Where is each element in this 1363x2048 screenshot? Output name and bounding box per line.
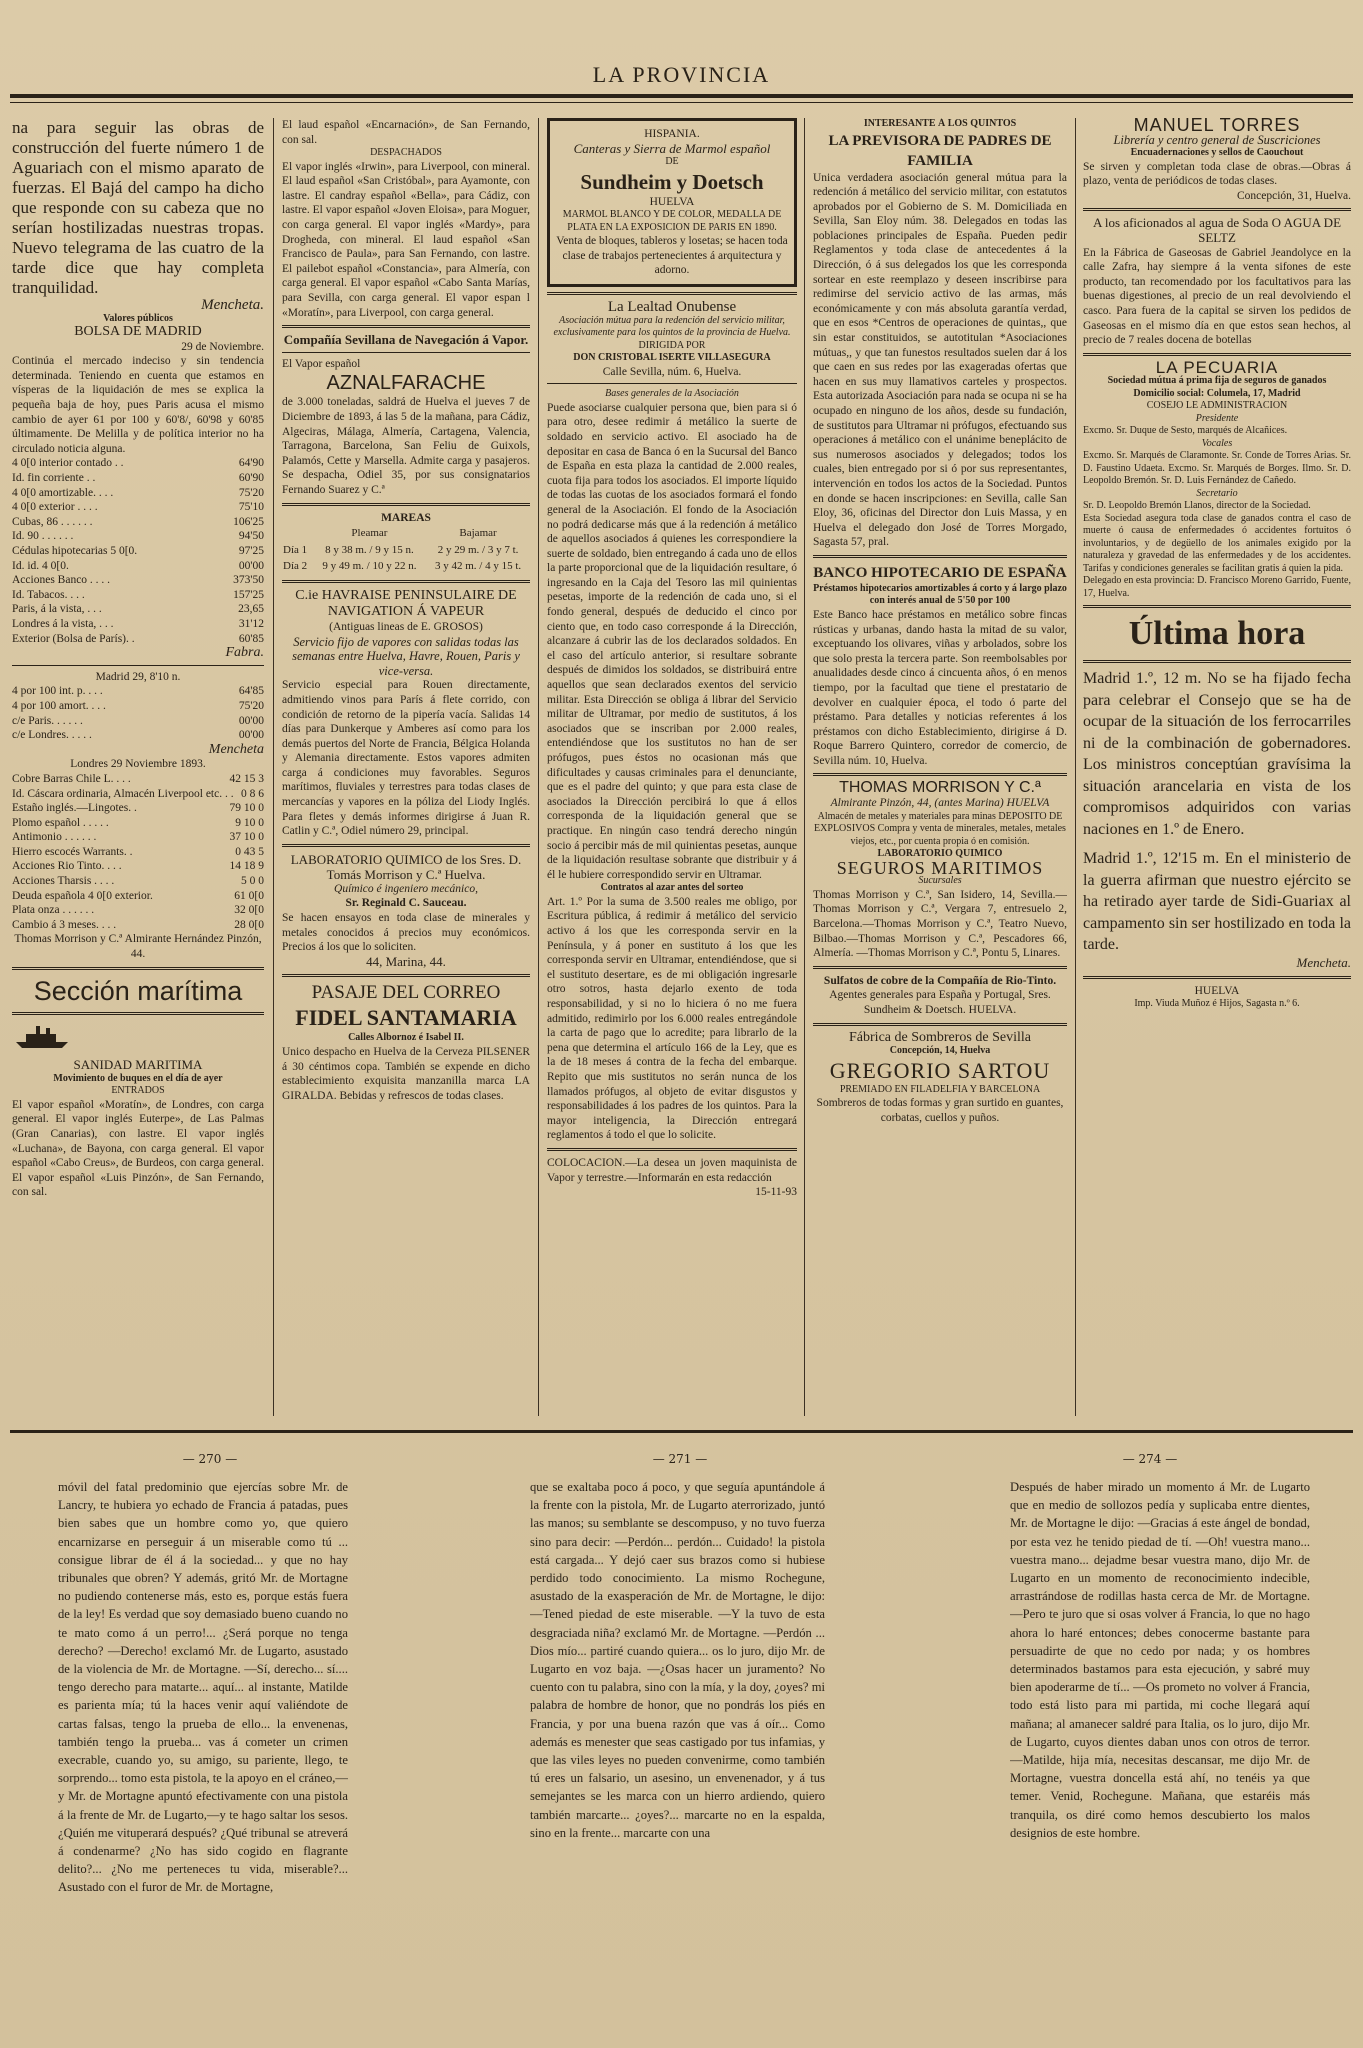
column-3: HISPANIA. Canteras y Sierra de Marmol español DE Sundheim y Doetsch HUELVA MARMOL BLANCO Y DE COLOR, MEDALLA DE PLATA EN LA EXPOSICION DE PARIS EN 1890. Venta de bloques, tableros y losetas; se hacen toda clase de trabajos pertenecientes á arquitectura y adorno. La Lealtad Onubense Asociación mútua para la redención del servicio militar, exclusivamente para los quintos de la provincia de Huelva. DIRIGIDA POR DON CRISTOBAL ISERTE VILLASEGURA Calle Sevilla, núm. 6, Huelva. Bases generales de la Asociación Puede asociarse cualquier persona que, bien para si ó para otro, desee redimir á metálico la suerte de soldado en servicio activo. El asociado ha de depositar en casa de Banca ó en la Sucursal del Banco de España en esta plaza la cantidad de 2.000 reales, cuota fija para todos los asociados. El importe líquido de todas las cuotas de los asociados formará el fondo general de la Asociación. El fondo de la Asociación no podrá dedicarse más que á la redención á metálico de aquellos asociados á quienes les correspondiere la suerte de soldado, bien entregando á cada uno de ellos la parte proporcional que de la liquidación resultare, ó ingresando en la Caja del Tesoro las mil quinientas pesetas, importe de la redención de cada uno, si el fondo general, después de deducido el cinco por ciento que, en todo caso corresponde á la Dirección, alcanzare á cubrir las de los declarados soldados. En el caso del artículo anterior, si resultare sobrante después de dimidos los soldados, se distribuirá entre aquellos que sean declarados exentos del servicio militar. Esta Dirección se obliga á librar del Servicio militar de Ultramar, por medio de sustitutos, á los asociados que se inscriban por 2.000 reales, entendiéndose que los sustitutos no han de ser prófugos, pues éstos no ocasionan más que dificultades y causas criminales para el denunciante, que es el padre del quinto; y que para esta clase de asociados la Dirección percibirá lo que á ellos corresponda de la liquidación general que se practique. En ningún caso tendrá derecho ningún socio á percibir más de mil quinientas pesetas, aunque de la liquidación resultase sobrante que distribuir y á él le hubiere correspondido servir en Ultramar. Contratos al azar antes del sorteo Art. 1.º Por la suma de 3.500 reales me obligo, por Escritura pública, á redimir á metálico del servicio activo á los que les corresponda servir en la Península, y á poner en sustituto á los que les corresponda servir en Ultramar, entendiéndose, que si el sustituto desertare, es de mi obligación ingresarle otro sotros, hasta dejarlo exento de toda responsabilidad, y si no lo hiciera ó no me fuera admitido, redimirlo por los 6.000 reales entregándole la carta de pago que lo acredite; para librarlo de la pena que determina el artículo 166 de la Ley, que es la de 18 meses á contra de la fecha del embarque. Repito que mis sustitutos no serán nunca de los llamados prófugos, al objeto de evitar disgustos y responsabilidades á los padres de los quintos. Para la mayor inteligencia, la Dirección entregará reglamentos á todo el que lo solicite. COLOCACION.—La desea un joven maquinista de Vapor y terrestre.—Informarán en esta redacción 15-11-93 <box>547 118 797 1416</box>
city: HUELVA <box>1194 984 1240 997</box>
quote-name: Id. id. 4 0[0. <box>12 559 69 572</box>
ad-subtitle: Asociación mútua para la redención del servicio militar, exclusivamente para los quintos de la provincia de Huelva. <box>553 314 791 339</box>
top-rule-thin <box>10 102 1353 103</box>
ship-name: AZNALFARACHE <box>326 372 486 395</box>
address: Almirante Pinzón, 44, (antes Marina) HUELVA <box>830 797 1050 810</box>
quote-row <box>12 918 264 933</box>
ad-city: HUELVA <box>649 195 695 208</box>
quote-value: 37 10 0 <box>229 831 264 844</box>
section-heading: Movimiento de buques en el día de ayer <box>53 1072 223 1084</box>
signature: Mencheta. <box>1296 954 1351 970</box>
paragraph: Se sirven y completan toda clase de obras.—Obras á plazo, venta de periódicos de todas clases. <box>1083 160 1351 188</box>
paragraph: Este Banco hace préstamos en metálico sobre fincas rústicas y urbanas, dando hasta la mitad de su valor, exceptuando los olivares, viñas y arbolados, sobre los que solo presta la tercera parte. Son reembolsables por anualidades desde cinco á cincuenta años, ó en menos tiempo, por la facultad que tiene el prestatario de devolver en cualquier época, el todo ó parte del préstamo. Para detalles y noticias referentes á los préstamos con dicho Establecimiento, dirigirse á D. Roque Barrero Quintero, corredor de comercio, de Sevilla núm. 10, Huelva. <box>813 608 1067 767</box>
news-paragraph: Madrid 1.º, 12'15 m. En el ministerio de la guerra afirman que nuestro ejército se ha retirado ayer tarde de Sidi-Guariax al campamento sin ser hostilizado en toda la tarde. <box>1083 850 1351 954</box>
quote-value: 28 0[0 <box>234 918 264 931</box>
quote-name: Hierro escocés Warrants. . <box>12 845 133 858</box>
quote-name: c/e Paris. . . . . . <box>12 714 83 727</box>
quote-name: Exterior (Bolsa de París). . <box>12 632 135 645</box>
paragraph: Thomas Morrison y C.ª, San Isidero, 14, Sevilla.—Thomas Morrison y C.ª, Vergara 7, entresuelo 2, Barcelona.—Thomas Morrison y C.ª, Teatro Nuevo, Bilbao.—Thomas Morrison y C.ª, Pescadores 66, Almería. —Thomas Morrison y C.ª, Pontu 5, Linares. <box>813 888 1067 960</box>
column-5: MANUEL TORRES Librería y centro general de Suscriciones Encuadernaciones y sellos de Caouchout Se sirven y completan toda clase de obras.—Obras á plazo, venta de periódicos de todas clases. Concepción, 31, Huelva. A los aficionados al agua de Soda O AGUA DE SELTZ En la Fábrica de Gaseosas de Gabriel Jeandolyce en la calle Zafra, hay siempre á la venta sifones de este producto, tan recomendado por los facultativos para las buenas digestiones, al precio de un real devolviendo el casco. Para fuera de la capital se sirven los pedidos de Gaseosas en el mismo día en que estos sean hechos, al precio de 7 reales docena de botellas LA PECUARIA Sociedad mútua á prima fija de seguros de ganados Domicilio social: Columela, 17, Madrid COSEJO LE ADMINISTRACION Presidente Excmo. Sr. Duque de Sesto, marqués de Alcañices. Vocales Excmo. Sr. Marqués de Claramonte. Sr. Conde de Torres Arias. Sr. D. Faustino Udaeta. Excmo. Sr. Marqués de Borges. Ilmo. Sr. D. Leopoldo Bremón. Sr. D. Luis Fernández de Cañedo. Secretario Sr. D. Leopoldo Bremón Llanos, director de la Sociedad. Esta Sociedad asegura toda clase de ganados contra el caso de muerte ó causa de enfermedades ó accidentes fortuitos ó involuntarios, y de degüello de los animales exigido por la naturaleza y gravedad de las enfermedades y de los accidentes. Tarifas y condiciones generales se facilitan gratis á quien la pida. Delegado en esta provincia: D. Francisco Moreno Garrido, Fuente, 17, Huelva. Última hora Madrid 1.º, 12 m. No se ha fijado fecha para celebrar el Consejo que se ha de ocupar de la situación de los ferrocarriles ni de la combinación de gobernadores. Los ministros conceptúan gravísima la situación arancelaria en vista de los compromisos adquiridos con varias naciones en 1.º de Enero. Madrid 1.º, 12'15 m. En el ministerio de la guerra afirman que nuestro ejército se ha retirado ayer tarde de Sidi-Guariax al campamento sin ser hostilizado en toda la tarde. Mencheta. HUELVA Imp. Viuda Muñoz é Hijos, Sagasta n.º 6. <box>1083 118 1351 1010</box>
ad-title: LA PREVISORA DE PADRES DE FAMILIA <box>828 132 1052 169</box>
quote-row <box>12 486 264 501</box>
serial-page-274: Después de haber mirado un momento á Mr. de Lugarto que en medio de sollozos pedía y suplicaba entre dientes, Mr. de Mortagne le dijo: —Gracias á este ángel de bondad, por esta vez he tenido piedad de tí. —Oh! vuestra mano... vuestra mano... dejadme besar vuestra mano, dijo Mr. de Lugarto en un momento de reconocimiento indecible, arrastrándose de rodillas hasta cerca de Mr. de Mortagne. —Pero te juro que si osas volver á Francia, lo que no hago ahora lo haré entonces; debes conocerme bastante para persuadirte de que no cedo por nada; y os hombres determinados bastamos para esta ejecución, y sabré muy bien apoderarme de tí... —Os prometo no volver á Francia, todo está listo para mi partida, mi coche llegará aquí mañana; al amanecer saldré para Italia, os lo juro, dijo Mr. de Lugarto, cuyos dientes daban unos con otros de terror. —Matilde, hija mía, necesitas descansar, me dijo Mr. de Mortagne, vuestra doncella está ahí, no tenéis ya que temer. Venid, Rochegune. Mañana, que estaréis más tranquila, os diré como hemos descubierto los malos designios de este hombre. <box>1010 1480 1310 1840</box>
quote-value: 0 43 5 <box>235 845 264 858</box>
quote-row <box>12 816 264 831</box>
signature: Mencheta. <box>201 297 264 313</box>
quote-value: 00'00 <box>238 714 264 727</box>
quote-row <box>12 573 264 588</box>
signature: Fabra. <box>225 645 264 661</box>
quote-value: 157'25 <box>233 588 264 601</box>
hispania-ad: HISPANIA. Canteras y Sierra de Marmol español DE Sundheim y Doetsch HUELVA MARMOL BLANCO Y DE COLOR, MEDALLA DE PLATA EN LA EXPOSICION DE PARIS EN 1890. Venta de bloques, tableros y losetas; se hacen toda clase de trabajos pertenecientes á arquitectura y adorno. <box>547 118 797 287</box>
paragraph: Agentes generales para España y Portugal, Sres. Sundheim & Doetsch. HUELVA. <box>829 989 1051 1016</box>
ad-title: HISPANIA. <box>644 128 700 140</box>
quote-name: Acciones Rio Tinto. . . . <box>12 860 122 873</box>
quote-name: Id. fin corriente . . <box>12 472 96 485</box>
tides-table: Pleamar Bajamar Día 1 8 y 38 m. / 9 y 15 n. 2 y 29 m. / 3 y 7 t. Día 2 9 y 49 m. / 10 y 22 n. 3 y 42 m. / 4 y 15 t. <box>283 527 522 573</box>
ad-title: LA PECUARIA <box>1155 357 1279 377</box>
quote-name: Cobre Barras Chile L. . . . <box>12 772 131 785</box>
address: Concepción, 31, Huelva. <box>1236 189 1351 202</box>
column-separator <box>804 118 805 1416</box>
quote-row <box>12 632 264 647</box>
column-1 <box>12 118 264 1416</box>
quote-value: 31'12 <box>238 617 264 630</box>
ad-subtitle: PREMIADO EN FILADELFIA Y BARCELONA <box>839 1083 1041 1095</box>
masthead: LA PROVINCIA <box>592 62 771 87</box>
paragraph: Unico despacho en Huelva de la Cerveza PILSENER á 30 céntimos copa. También se expende en dicho establecimiento exquisita manzanilla marca LA GIRALDA. Bebidas y refrescos de todas clases. <box>282 1045 530 1102</box>
quote-value: 79 10 0 <box>229 802 264 815</box>
quote-name: Paris, á la vista, . . . <box>12 603 102 616</box>
quote-name: 4 por 100 amort. . . . <box>12 699 106 712</box>
quote-value: 0 8 6 <box>241 787 264 800</box>
paragraph: Se hacen ensayos en toda clase de minerales y metales conocidos á precios muy económicos. Precios á los que lo soliciten. <box>282 912 530 954</box>
quote-name: 4 0[0 amortizable. . . . <box>12 486 114 499</box>
quote-name: Plata onza . . . . . . <box>12 904 95 917</box>
section-heading: BOLSA DE MADRID <box>74 324 202 340</box>
quote-row <box>12 529 264 544</box>
lead-paragraph: na para seguir las obras de construcción del fuerte número 1 de Aguariach con el mismo aparato de fuerzas. El Bajá del campo ha dicho que responde con su cabeza que no serían hostilizadas nuestras tropas. Nuevo telegrama de las cuatro de la tarde dice que hay completa tranquilidad. <box>12 118 264 297</box>
quote-row <box>12 515 264 530</box>
paragraph: Sombreros de todas formas y gran surtido en guantes, corbatas, cuellos y puños. <box>816 1097 1064 1124</box>
section-title: Sección marítima <box>33 975 243 1006</box>
dateline: 29 de Noviembre. <box>181 340 264 353</box>
ad-title: A los aficionados al agua de Soda O AGUA DE SELTZ <box>1092 215 1342 246</box>
quote-value: 64'90 <box>238 457 264 470</box>
quote-name: Id. Tabacos. . . . <box>12 588 85 601</box>
director-name: DON CRISTOBAL ISERTE VILLASEGURA <box>573 352 771 364</box>
quote-value: 5 0 0 <box>241 875 264 888</box>
section-heading: Valores públicos <box>103 312 173 324</box>
ad-title: PASAJE DEL CORREO <box>311 982 501 1004</box>
quote-row <box>12 588 264 603</box>
address: Concepción, 14, Huelva <box>889 1045 991 1057</box>
quote-name: Plomo español . . . . . <box>12 816 109 829</box>
quote-name: Londres á la vista, . . . <box>12 617 114 630</box>
ad-name: Sr. Reginald C. Sauceau. <box>345 897 467 910</box>
quote-row <box>12 559 264 574</box>
paragraph: Puede asociarse cualquier persona que, bien para si ó para otro, desee redimir á metálico la suerte de soldado en servicio activo. El asociado ha de depositar en casa de Banca ó en la Sucursal del Banco de España en esta plaza la cantidad de 2.000 reales, cuota fija para todos los asociados. El importe líquido de todas las cuotas de los asociados formará el fondo general de la Asociación. El fondo de la Asociación no podrá dedicarse más que á la redención á metálico de aquellos asociados á quienes les correspondiere la suerte de soldado, bien entregando á cada uno de ellos la parte proporcional que de la liquidación resultare, ó ingresando en la Caja del Tesoro las mil quinientas pesetas, importe de la redención de cada uno, si el fondo general, después de deducido el cinco por ciento que, en todo caso corresponde á la Dirección, alcanzare á cubrir las de los declarados soldados. En el caso del artículo anterior, si resultare sobrante después de dimidos los soldados, se distribuirá entre aquellos que sean declarados exentos del servicio militar. Esta Dirección se obliga á librar del Servicio militar de Ultramar, por medio de sustitutos, á los asociados que se inscriban por 2.000 reales, entendiéndose que los sustitutos no han de ser prófugos, pues éstos no ocasionan más que dificultades y causas criminales para el denunciante, que es el padre del quinto; y que para esta clase de asociados la Dirección percibirá lo que á ellos corresponda de la liquidación general que se practique. En ningún caso tendrá derecho ningún socio á percibir más de mil quinientas pesetas, aunque de la liquidación resultase sobrante que distribuir y á él le hubiere correspondido servir en Ultramar. <box>547 401 797 881</box>
paragraph: Servicio especial para Rouen directamente, admitiendo vinos para París á flete corrido, con condición de retorno de la pipería vacía. Salidas 14 días para Dunkerque y Amberes así como para los demás puertos del Norte de Francia, Bélgica Holanda y Alemania directamente. Estos vapores admiten carga á condiciones muy favorables. Seguros marítimos, fluviales y terrestres para todas clases de mercancías y vapores en la póliza del Liody Inglés. Para fletes y demás informes dirigirse á Juan R. Catlin y C.ª, Odiel número 29, principal. <box>282 679 530 838</box>
section-heading: Contratos al azar antes del sorteo <box>600 882 744 894</box>
quote-value: 75'10 <box>238 501 264 514</box>
quote-row <box>12 772 264 787</box>
ad-subtitle: Librería y centro general de Suscriciones <box>1113 132 1321 147</box>
address: 44, Marina, 44. <box>366 953 446 969</box>
ad-title: LABORATORIO QUIMICO de los Sres. D. Tomás Morrison y C.ª Huelva. <box>290 851 522 882</box>
news-paragraph: Madrid 1.º, 12 m. No se ha fijado fecha para celebrar el Consejo que se ha de ocupar de la situación de los ferrocarriles ni de la combinación de gobernadores. Los ministros conceptúan gravísima la situación arancelaria en vista de los compromisos adquiridos con varias naciones en 1.º de Enero. <box>1083 670 1351 838</box>
paragraph: de 3.000 toneladas, saldrá de Huelva el jueves 7 de Diciembre de 1893, á las 5 de la mañana, para Cádiz, Algeciras, Málaga, Almería, Cartagena, Valencia, Tarragona, Barcelona, San Feliu de Guixols, Palamós, Cette y Marsella. Admite carga y pasajeros. Se despacha, Odiel 35, por sus consignatarios Fernando Suarez y C.ª <box>282 396 530 496</box>
ad-subtitle: Sociedad mútua á prima fija de seguros de ganados <box>1107 375 1327 387</box>
quote-value: 61 0[0 <box>234 889 264 902</box>
quote-value: 00'00 <box>238 559 264 572</box>
ad-title: THOMAS MORRISON Y C.ª <box>839 779 1041 797</box>
quote-name: Acciones Banco . . . . <box>12 574 111 587</box>
ad-title: BANCO HIPOTECARIO DE ESPAÑA <box>813 564 1067 581</box>
quote-name: Antimonio . . . . . . <box>12 831 97 844</box>
quote-row <box>12 728 264 743</box>
paragraph: Art. 1.º Por la suma de 3.500 reales me obligo, por Escritura pública, á redimir á metálico del servicio activo á los que les corresponda servir en la Península, y á poner en sustituto á los que les corresponda servir en Ultramar, entendiéndose, que si el sustituto desertare, es de mi obligación ingresarle otro sotros, hasta dejarlo exento de toda responsabilidad, y si no lo hiciera ó no me fuera admitido, redimirlo por los 6.000 reales entregándole la carta de pago que lo acredite; para librarlo de la pena que determina el artículo 166 de la Ley, que es la de 18 meses á contra de la fecha del embarque. Repito que mis sustitutos no serán nunca de los llamados prófugos, al objeto de evitar disgustos y responsabilidades á los padres de los quintos. Para la mayor inteligencia, la Dirección entregará reglamentos á todo el que lo solicite. <box>547 895 797 1142</box>
ad-name: SEGUROS MARITIMOS <box>836 857 1044 878</box>
quote-name: Deuda española 4 0[0 exterior. <box>12 889 153 902</box>
ad-subtitle: Encuadernaciones y sellos de Caouchout <box>1130 147 1304 159</box>
paragraph: El laud español «Encarnación», de San Fernando, con sal. <box>282 119 530 146</box>
quote-row <box>12 500 264 515</box>
section-heading: SANIDAD MARITIMA <box>73 1057 203 1073</box>
quote-name: Id. Cáscara ordinaria, Almacén Liverpool etc. . . <box>12 787 234 800</box>
quotes-table <box>12 772 264 933</box>
ad-name: Sundheim y Doetsch <box>580 169 764 194</box>
paragraph: Unica verdadera asociación general mútua para la redención á metálico del servicio militar, con estatutos aprobados por el Gobierno de S. M. Domiciliada en Sevilla, San Eloy núm. 38. Delegados en todas las poblaciones principales de España. Pueden pedir Reglamentos y toda clase de antecedentes á la Dirección, ó á sus delegados los que les corresponda sortear en este reemplazo y deseen inscribirse para redimirse del servicio activo de las armas, más económicamente y con más absoluta garantía verdad, que en esos *Centros de operaciones de quintas,, que sin estar constituidos, se autotitulan *Asociaciones mútuas,, y que tan funestos resultados suelen dar á los que caen en sus redes por las exageradas ofertas que hacen en sus muy llamativos carteles y prospectos. Esta autorizada Asociación para nada se ocupa ni se ha ocupado en ninguno de los años, desde su fundación, de sustitutos para Ultramar ni prófugos, efectuando sus operaciones á metálico con el unánime beneplácito de sus numerosos asociados y delegados; todos los cuales, bien entregado por si ó por sus representantes, intervención en todos los actos de la Sociedad. Puntos en donde se hacen inscripciones: en Sevilla, calle San Eloy, 36, oficinas del Director don Luis Massa, y en Huelva el delegado don José de Torres Morgado, Sagasta 57, pral. <box>813 171 1067 549</box>
quote-row <box>12 874 264 889</box>
serial-separator <box>10 1430 1353 1433</box>
quote-value: 42 15 3 <box>229 772 264 785</box>
ad-name: GREGORIO SARTOU <box>829 1057 1051 1083</box>
quote-name: Estaño inglés.—Lingotes. . <box>12 802 137 815</box>
address: Calle Sevilla, núm. 6, Huelva. <box>602 365 742 378</box>
quote-row <box>12 714 264 729</box>
column-4: INTERESANTE Á LOS QUINTOS LA PREVISORA DE PADRES DE FAMILIA Unica verdadera asociación general mútua para la redención á metálico del servicio militar, con estatutos aprobados por el Gobierno de S. M. Domiciliada en Sevilla, San Eloy núm. 38. Delegados en todas las poblaciones principales de España. Pueden pedir Reglamentos y toda clase de antecedentes á la Dirección, ó á sus delegados los que les corresponda sortear en este reemplazo y deseen inscribirse para redimirse del servicio activo de las armas, más económicamente y con más absoluta garantía verdad, que en esos *Centros de operaciones de quintas,, que sin estar constituidos, se autotitulan *Asociaciones mútuas,, y que tan funestos resultados suelen dar á los que caen en sus redes por las exageradas ofertas que hacen en sus muy llamativos carteles y prospectos. Esta autorizada Asociación para nada se ocupa ni se ha ocupado en ninguno de los años, desde su fundación, de sustitutos para Ultramar ni prófugos, efectuando sus operaciones á metálico con el unánime beneplácito de sus numerosos asociados y delegados; todos los cuales, bien entregado por si ó por sus representantes, intervención en todos los actos de la Sociedad. Puntos en donde se hacen inscripciones: en Sevilla, calle San Eloy, 36, oficinas del Director don Luis Massa, y en Huelva el delegado don José de Torres Morgado, Sagasta 57, pral. BANCO HIPOTECARIO DE ESPAÑA Préstamos hipotecarios amortizables á corto y á largo plazo con interés anual de 5'50 por 100 Este Banco hace préstamos en metálico sobre fincas rústicas y urbanas, dando hasta la mitad de su valor, exceptuando los olivares, viñas y arbolados, sobre los que solo presta la tercera parte. Son reembolsables por anualidades desde cinco á cincuenta años, ó en menos tiempo, por la facultad que tiene el prestatario de devolver en cualquier época, el todo ó parte del préstamo. Para detalles y noticias referentes á los préstamos con dicho Establecimiento, dirigirse á D. Roque Barrero Quintero, corredor de comercio, de Sevilla núm. 10, Huelva. THOMAS MORRISON Y C.ª Almirante Pinzón, 44, (antes Marina) HUELVA Almacén de metales y materiales para minas DEPOSITO DE EXPLOSIVOS Compra y venta de minerales, metales, metales viejos, etc., por cuenta propia ó en comisión. LABORATORIO QUIMICO SEGUROS MARITIMOS Sucursales Thomas Morrison y C.ª, San Isidero, 14, Sevilla.—Thomas Morrison y C.ª, Vergara 7, entresuelo 2, Barcelona.—Thomas Morrison y C.ª, Teatro Nuevo, Bilbao.—Thomas Morrison y C.ª, Pescadores 66, Almería. —Thomas Morrison y C.ª, Pontu 5, Linares. Sulfatos de cobre de la Compañía de Rio-Tinto. Agentes generales para España y Portugal, Sres. Sundheim & Doetsch. HUELVA. Fábrica de Sombreros de Sevilla Concepción, 14, Huelva GREGORIO SARTOU PREMIADO EN FILADELFIA Y BARCELONA Sombreros de todas formas y gran surtido en guantes, corbatas, cuellos y puños. <box>813 118 1067 1124</box>
signature: Thomas Morrison y C.ª Almirante Hernández Pinzón, 44. <box>14 933 262 961</box>
column-2 <box>282 118 530 1416</box>
ad-subtitle: Servicio fijo de vapores con salidas todas las semanas entre Huelva, Havre, Rouen, Paris y vice-versa. <box>292 634 520 678</box>
quotes-table <box>12 456 264 646</box>
quote-name: Cubas, 86 . . . . . . <box>12 515 93 528</box>
quote-row <box>12 602 264 617</box>
quote-row <box>12 801 264 816</box>
ad-subtitle: (Antiguas lineas de E. GROSOS) <box>329 620 483 633</box>
ad-title: Fábrica de Sombreros de Sevilla <box>849 1029 1031 1045</box>
ad-title: MANUEL TORRES <box>1133 118 1301 135</box>
quote-name: Cambio á 3 meses. . . . <box>12 918 117 931</box>
paragraph: En la Fábrica de Gaseosas de Gabriel Jeandolyce en la calle Zafra, hay siempre á la venta sifones de este producto, tan recomendado por los facultativos para las buenas digestiones, al precio de un real devolviendo el casco. Para fuera de la capital se sirven los pedidos de Gaseosas en el mismo día en que estos sean hechos, al precio de 7 reales docena de botellas <box>1083 246 1351 347</box>
paragraph: El Vapor español <box>282 357 361 370</box>
ship-icon <box>12 1024 72 1050</box>
ad-subtitle: LABORATORIO QUIMICO <box>877 848 1003 860</box>
dateline: 15-11-93 <box>755 1186 797 1199</box>
quote-name: Acciones Tharsis . . . . <box>12 875 115 888</box>
paragraph: Continúa el mercado indeciso y sin tendencia determinada. Teniendo en cuenta que estamos en vísperas de la liquidación de mes se explica la pequeña baja de hoy, pues Paris acusa el mismo cambio de ayer 61 por 100 y 60'8/, 60'98 y 60'85 últimamente. De Melilla y de política interior no ha circulado noticia alguna. <box>12 355 264 455</box>
quote-value: 00'00 <box>238 729 264 742</box>
page-number: — 271 — <box>652 1452 708 1466</box>
quote-name: 4 0[0 interior contado . . <box>12 457 124 470</box>
address: Domicilio social: Columela, 17, Madrid <box>1133 387 1301 399</box>
quote-row <box>12 903 264 918</box>
quote-row <box>12 845 264 860</box>
ad-title: La Lealtad Onubense <box>607 299 737 316</box>
quotes-table <box>12 684 264 742</box>
section-heading: DESPACHADOS <box>370 147 442 159</box>
quote-name: Cédulas hipotecarias 5 0[0. <box>12 545 138 557</box>
page-number: — 274 — <box>1122 1452 1178 1466</box>
quote-value: 97'25 <box>238 545 264 557</box>
signature: Mencheta <box>208 741 264 757</box>
section-heading: MAREAS <box>381 511 431 524</box>
paragraph: Esta Sociedad asegura toda clase de ganados contra el caso de muerte ó causa de enfermedades ó accidentes fortuitos ó involuntarios, y de degüello de los animales exigido por la naturaleza y gravedad de las enfermedades y de los accidentes. Tarifas y condiciones generales se facilitan gratis á quien la pida. <box>1083 512 1351 574</box>
ad-subtitle: Almacén de metales y materiales para minas DEPOSITO DE EXPLOSIVOS Compra y venta de minerales, metales, metales viejos, etc., por cuenta propia ó en comisión. <box>814 810 1066 847</box>
classified-ad: COLOCACION.—La desea un joven maquinista de Vapor y terrestre.—Informarán en esta redacción <box>547 1156 797 1184</box>
dateline: Londres 29 Noviembre 1893. <box>70 758 206 771</box>
quote-row <box>12 617 264 632</box>
quote-row <box>12 787 264 802</box>
quote-value: 75'20 <box>238 486 264 499</box>
quote-row <box>12 699 264 714</box>
quote-row <box>12 471 264 486</box>
quote-row <box>12 889 264 904</box>
quote-value: 23,65 <box>238 603 264 616</box>
ad-subtitle: Canteras y Sierra de Marmol español <box>573 140 771 156</box>
quote-value: 9 10 0 <box>235 816 264 829</box>
paragraph: Venta de bloques, tableros y losetas; se hacen toda clase de trabajos pertenecientes á arquitectura y adorno. <box>556 235 788 277</box>
printer-imprint: Imp. Viuda Muñoz é Hijos, Sagasta n.º 6. <box>1134 998 1300 1010</box>
ad-name: FIDEL SANTAMARIA <box>295 1005 517 1031</box>
quote-name: Id. 90 . . . . . . <box>12 530 74 543</box>
quote-row <box>12 544 264 559</box>
quote-name: 4 0[0 exterior . . . . <box>12 501 98 514</box>
quote-value: 14 18 9 <box>229 860 264 873</box>
quote-value: 32 0[0 <box>234 904 264 917</box>
top-rule <box>10 94 1353 98</box>
section-title: Última hora <box>1128 615 1306 653</box>
paragraph: El vapor español «Moratín», de Londres, con carga general. El vapor inglés Euterpe», de Las Palmas (Gran Canarias), con lastre. El vapor inglés «Luchana», de Bayona, con carga general. El vapor español «Cabo Creus», de Burdeos, con carga general. El vapor español «Luis Pinzón», de San Fernando, con sal. <box>12 1098 264 1199</box>
quote-row <box>12 859 264 874</box>
quote-name: 4 por 100 int. p. . . . <box>12 685 103 698</box>
paragraph: Delegado en esta provincia: D. Francisco Moreno Garrido, Fuente, 17, Huelva. <box>1083 575 1351 599</box>
quote-value: 60'85 <box>238 632 264 645</box>
section-heading: Bases generales de la Asociación <box>605 388 739 400</box>
quote-value: 106'25 <box>233 515 264 528</box>
quote-name: c/e Londres. . . . . <box>12 729 92 742</box>
serial-page-270: móvil del fatal predominio que ejercías sobre Mr. de Lancry, te hubiera yo echado de Francia á patadas, pues bien sabes que un hombre como yo, que quiero encarnizarse en perseguir á un miserable como tú ... consigue librar de él á la sociedad... y que no hay tribunales que obren? Y además, gritó Mr. de Mortagne no pudiendo contenerse más, esto es, porque estás fuera de la ley! Es verdad que soy demasiado bueno cuando no te mato como á un perro!... ¿Será porque no tenga derecho? —Derecho! exclamó Mr. de Lugarto, asustado de la violencia de Mr. de Mortagne. —Sí, derecho... sí.... tengo derecho para matarte... aquí... al instante, Matilde es parienta mía; tú la haces venir aquí valiéndote de cartas falsas, tengo la prueba de ello... la envenenas, también tengo la prueba... vas á cometer un crimen execrable, cuando yo, su amigo, su pariente, llego, te sorprendo... tomo esta pistola, te la apoyo en el cráneo,—y Mr. de Mortagne apuntó efectivamente con una pistola á la frente de Mr. de Lugarto,—y te hago saltar los sesos. ¿Quién me vituperará después? ¿Qué tribunal se atreverá á condenarme? ¿No has sido cogido en flagrante delito?... ¿No me perteneces tu vida, miserable?... Asustado con el furor de Mr. de Mortagne, <box>58 1480 348 1895</box>
quote-value: 94'50 <box>238 530 264 543</box>
serial-page-271: que se exaltaba poco á poco, y que seguía apuntándole á la frente con la pistola, Mr. de Lugarto aterrorizado, juntó las manos; su semblante se descompuso, y no tuvo fuerza sino para decir: —Perdón... perdón... Cuidado! la pistola está cargada... Y dejó caer sus brazos como si hubiese perdido todo conocimiento. La mismo Rochegune, asustado de la exasperación de Mr. de Mortagne, le dijo: —Tened piedad de este miserable. —Y la tuvo de esta desgraciada niña? exclamó Mr. de Mortagne. —Perdón ... Dios mío... partiré cuando quiera... os lo juro, dijo Mr. de Lugarto en voz baja. —¿Osas hacer un juramento? No cuento con tu palabra, sino con la mía, y la doy, ¿oyes? mi palabra de hombre de honor, que no pondrás los piés en Francia, y por una buena razón que vas á oír... Como además es menester que seas castigado por tus infamias, y que las viles leyes no pueden convenirme, como también tú eres un falsario, un asesino, un envenenador, y á tus semejantes se les marca con un hierro ardiendo, quiero también marcarte... ¿oyes?... marcarte no en la espalda, sino en la frente... marcarte con una <box>530 1480 825 1840</box>
quote-value: 60'90 <box>238 472 264 485</box>
quote-row <box>12 456 264 471</box>
quote-value: 373'50 <box>233 574 264 587</box>
section-heading: ENTRADOS <box>111 1085 165 1097</box>
column-separator <box>538 118 539 1416</box>
quote-value: 64'85 <box>238 685 264 698</box>
ad-title: Sulfatos de cobre de la Compañía de Rio-Tinto. <box>823 974 1057 987</box>
address: Calles Albornoz é Isabel II. <box>348 1032 464 1044</box>
ad-title: Compañía Sevillana de Navegación á Vapor. <box>283 332 529 348</box>
page-number: — 270 — <box>182 1452 238 1466</box>
column-separator <box>1075 118 1076 1416</box>
quote-value: 75'20 <box>238 699 264 712</box>
ad-title: C.ie HAVRAISE PENINSULAIRE DE NAVIGATION Á VAPEUR <box>295 587 517 619</box>
paragraph: El vapor inglés «Irwin», para Liverpool, con mineral. El laud español «San Cristóbal», para Ayamonte, con lastre. El candray español «Bella», para Cádiz, con lastre. El vapor español «Joven Eloisa», para Moguer, con carga general. El vapor inglés «Mardy», para Drogheda, con mineral. El laud español «San Francisco de Paula», para San Fernando, con lastre. El pailebot español «Constancia», para Almería, con carga general. El vapor español «Cabo Santa Marías, para Sevilla, con carga general. El vapor espan l «Moratín», para Liverpool, con carga general. <box>282 160 530 319</box>
ad-subtitle: Préstamos hipotecarios amortizables á corto y á largo plazo con interés anual de 5'50 por 100 <box>813 582 1067 607</box>
dateline: Madrid 29, 8'10 n. <box>95 670 181 683</box>
ad-subtitle: Químico é ingeniero mecánico, <box>334 882 478 895</box>
quote-row <box>12 684 264 699</box>
ad-kicker: INTERESANTE Á LOS QUINTOS <box>863 118 1017 129</box>
ad-subtitle: MARMOL BLANCO Y DE COLOR, MEDALLA DE PLATA EN LA EXPOSICION DE PARIS EN 1890. <box>562 209 782 233</box>
column-separator <box>273 118 274 1416</box>
quote-row <box>12 830 264 845</box>
